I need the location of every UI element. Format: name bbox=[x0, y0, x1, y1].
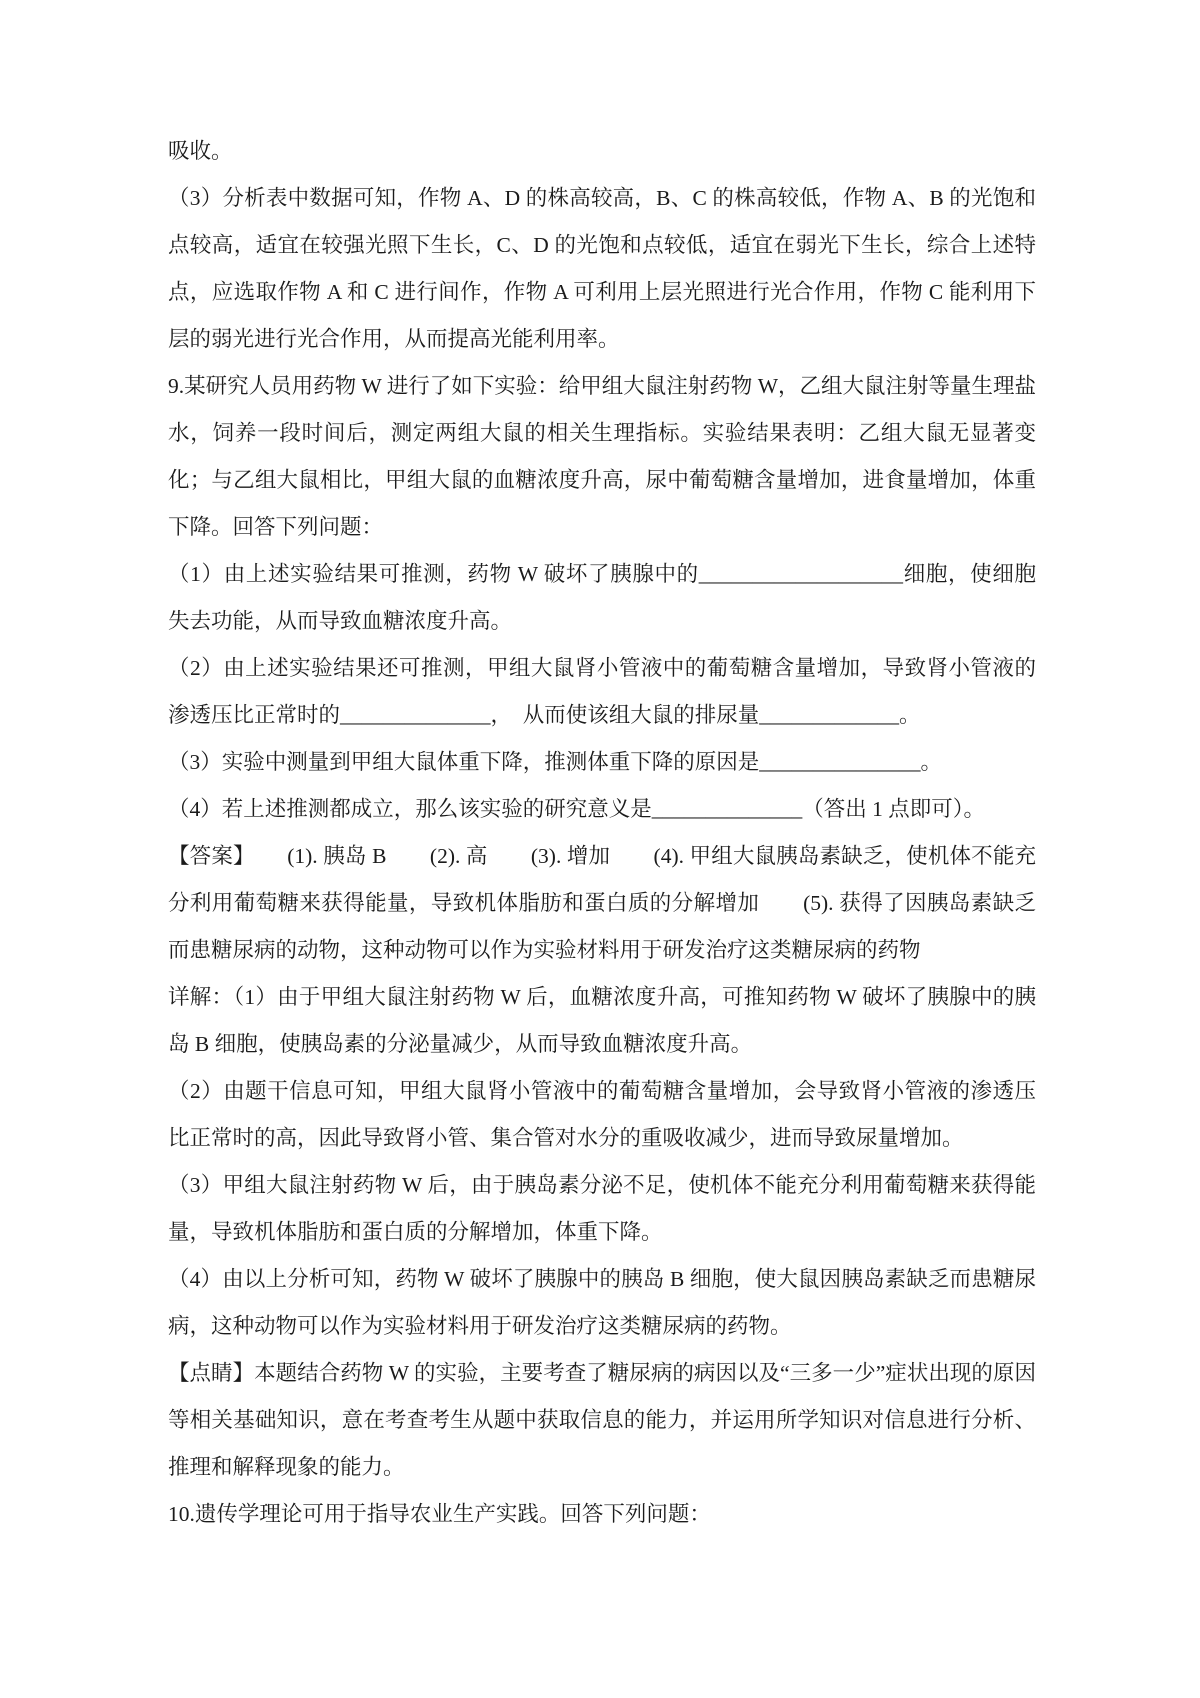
paragraph-question-9-sub4: （4）若上述推测都成立，那么该实验的研究意义是______________（答出 1 点即可）。 bbox=[168, 797, 986, 821]
paragraph-explanation-1: 详解：（1）由于甲组大鼠注射药物 W 后，血糖浓度升高，可推知药物 W 破坏了胰腺中的胰岛 B 细胞，使胰岛素的分泌量减少，从而导致血糖浓度升高。 bbox=[168, 985, 1036, 1056]
paragraph-question-9-stem: 9.某研究人员用药物 W 进行了如下实验：给甲组大鼠注射药物 W，乙组大鼠注射等量生理盐水，饲养一段时间后，测定两组大鼠的相关生理指标。实验结果表明：乙组大鼠无显著变化；与乙组大鼠相比，甲组大鼠的血糖浓度升高，尿中葡萄糖含量增加，进食量增加，体重下降。回答下列问题： bbox=[168, 374, 1036, 539]
paragraph-question-9-sub2: （2）由上述实验结果还可推测，甲组大鼠肾小管液中的葡萄糖含量增加，导致肾小管液的渗透压比正常时的______________， 从而使该组大鼠的排尿量_____________。 bbox=[168, 656, 1036, 727]
paragraph-continuation-absorb: 吸收。 bbox=[168, 139, 233, 163]
paragraph-question-10-stem: 10.遗传学理论可用于指导农业生产实践。回答下列问题： bbox=[168, 1502, 711, 1526]
paragraph-key-point-note: 【点睛】本题结合药物 W 的实验，主要考查了糖尿病的病因以及“三多一少”症状出现的原因等相关基础知识，意在考查考生从题中获取信息的能力，并运用所学知识对信息进行分析、推理和解释现象的能力。 bbox=[168, 1361, 1036, 1479]
document-body bbox=[168, 128, 1036, 1538]
paragraph-answer-part3-crops: （3）分析表中数据可知，作物 A、D 的株高较高，B、C 的株高较低，作物 A、B 的光饱和点较高，适宜在较强光照下生长，C、D 的光饱和点较低，适宜在弱光下生长，综合上述特点，应选取作物 A 和 C 进行间作，作物 A 可利用上层光照进行光合作用，作物 C 能利用下层的弱光进行光合作用，从而提高光能利用率。 bbox=[168, 186, 1036, 351]
paragraph-question-9-sub3: （3）实验中测量到甲组大鼠体重下降，推测体重下降的原因是_______________。 bbox=[168, 750, 943, 774]
paragraph-explanation-2: （2）由题干信息可知，甲组大鼠肾小管液中的葡萄糖含量增加，会导致肾小管液的渗透压比正常时的高，因此导致肾小管、集合管对水分的重吸收减少，进而导致尿量增加。 bbox=[168, 1079, 1036, 1150]
paragraph-explanation-4: （4）由以上分析可知，药物 W 破坏了胰腺中的胰岛 B 细胞，使大鼠因胰岛素缺乏而患糖尿病，这种动物可以作为实验材料用于研发治疗这类糖尿病的药物。 bbox=[168, 1267, 1036, 1338]
paragraph-explanation-3: （3）甲组大鼠注射药物 W 后，由于胰岛素分泌不足，使机体不能充分利用葡萄糖来获得能量，导致机体脂肪和蛋白质的分解增加，体重下降。 bbox=[168, 1173, 1036, 1244]
paragraph-question-9-sub1: （1）由上述实验结果可推测，药物 W 破坏了胰腺中的___________________细胞，使细胞失去功能，从而导致血糖浓度升高。 bbox=[168, 562, 1036, 633]
paragraph-answer-key: 【答案】 (1). 胰岛 B (2). 高 (3). 增加 (4). 甲组大鼠胰岛素缺乏，使机体不能充分利用葡萄糖来获得能量，导致机体脂肪和蛋白质的分解增加 (5). 获得了因胰岛素缺乏而患糖尿病的动物，这种动物可以作为实验材料用于研发治疗这类糖尿病的药物 bbox=[168, 844, 1036, 962]
